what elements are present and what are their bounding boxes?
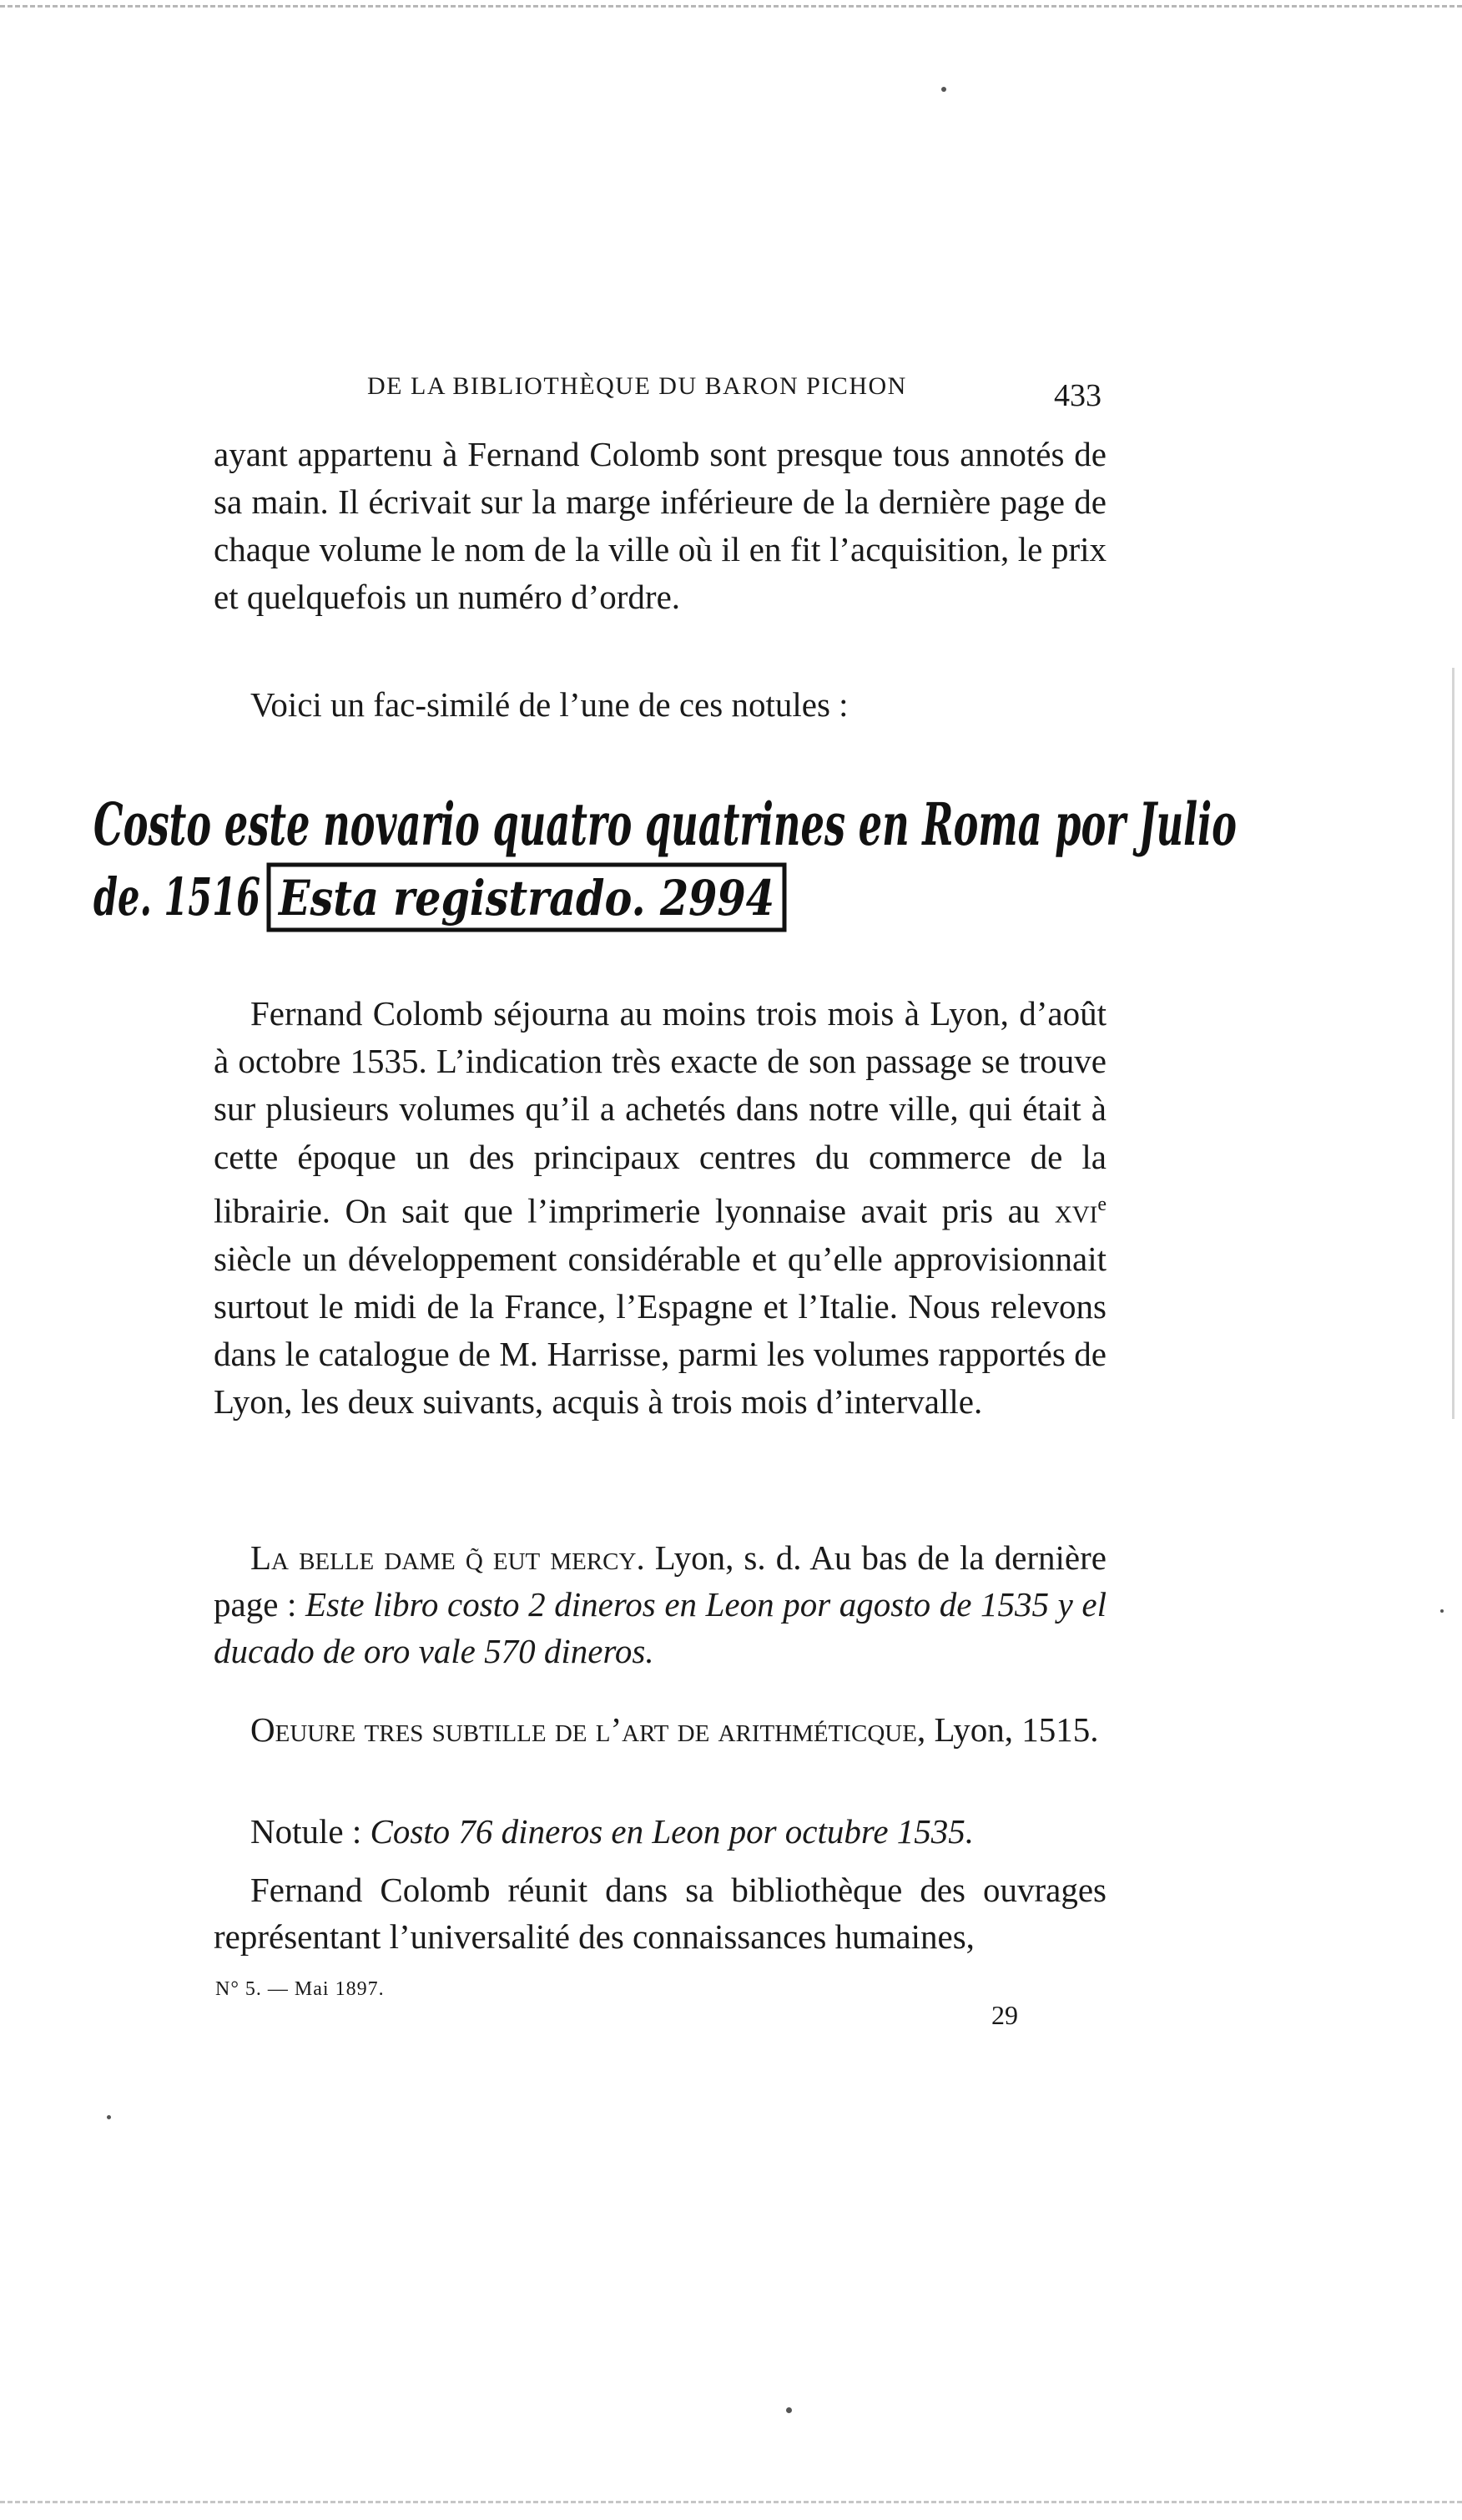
catalogue-entry-notule [214, 1808, 1107, 1856]
entry-note-italic: Este libro costo 2 dineros en Leon por agosto de 1535 y el ducado de oro vale 570 dineros. [214, 1585, 1107, 1670]
book-title: Oeuure tres subtille de l’art de arithméticque, [250, 1710, 926, 1749]
issue-line: N° 5. — Mai 1897. [215, 1978, 385, 2000]
paragraph-text-b: siècle un développement considérable et qu’elle approvisionnait surtout le midi de la France, l’Espagne et l’Italie. Nous relevons dans le catalogue de M. Harrisse, parmi les volumes rapportés de Lyon, les deux suivants, acquis à trois mois d’intervalle. [214, 1239, 1107, 1422]
scan-speck [941, 87, 946, 92]
entry-text: Lyon, s. d. Au bas de la dernière page : [214, 1538, 1107, 1624]
paragraph-text: Voici un fac-similé de l’une de ces notules : [250, 685, 849, 724]
century-numeral: xvi [1054, 1191, 1098, 1230]
handwritten-facsimile [90, 768, 1242, 968]
scan-speck [1440, 1609, 1444, 1613]
paragraph-text [214, 990, 1107, 1426]
scan-right-shadow [1452, 668, 1454, 1419]
paragraph-text [214, 1534, 1107, 1674]
signature-mark: 29 [991, 2000, 1018, 2030]
scan-top-edge [0, 5, 1462, 11]
paragraph-facsimile-intro [214, 681, 1107, 729]
scan-bottom-edge [0, 2501, 1462, 2507]
entry-text: Notule : [250, 1812, 371, 1851]
paragraph-text [214, 1706, 1107, 1753]
page-number: 433 [1054, 378, 1102, 413]
paragraph-bibliotheque [214, 1866, 1107, 1960]
paragraph-text [214, 1808, 1107, 1856]
paragraph-continuation [214, 431, 1107, 621]
book-title: La belle dame q̃ eut mercy. [250, 1538, 645, 1577]
running-head [367, 372, 1102, 414]
entry-note-italic: Costo 76 dineros en Leon por octubre 1535. [370, 1812, 975, 1851]
paragraph-text: ayant appartenu à Fernand Colomb sont presque tous annotés de sa main. Il écrivait sur la marge inférieure de la dernière page de chaque volume le nom de la ville où il en fit l’acquisition, le prix et quelquefois un numéro d’ordre. [214, 435, 1107, 616]
catalogue-entry-arithmeticque [214, 1706, 1107, 1753]
running-title: DE LA BIBLIOTHÈQUE DU BARON PICHON [367, 372, 907, 400]
scan-speck [786, 2407, 792, 2413]
entry-text: Lyon, 1515. [925, 1710, 1099, 1749]
paragraph-lyon [214, 990, 1107, 1426]
century-superscript: e [1097, 1193, 1107, 1215]
facsimile-line-1: Costo este novario quatro quatrines en Roma por Julio [93, 790, 1237, 859]
facsimile-line-2-date: de. 1516 [93, 866, 260, 927]
scan-speck [107, 2115, 111, 2119]
facsimile-drawing [90, 768, 1242, 968]
paragraph-text-a: Fernand Colomb séjourna au moins trois mois à Lyon, d’août à octobre 1535. L’indication très exacte de son passage se trouve sur plusieurs volumes qu’il a achetés dans notre ville, qui était à cette époque un des principaux centres du commerce de la librairie. On sait que l’imprimerie lyonnaise avait pris au [214, 994, 1107, 1230]
catalogue-entry-belle-dame [214, 1534, 1107, 1674]
facsimile-register-note: Esta registrado. 2994 [277, 870, 774, 927]
paragraph-text: Fernand Colomb réunit dans sa bibliothèque des ouvrages représentant l’universalité des connaissances humaines, [214, 1871, 1107, 1956]
